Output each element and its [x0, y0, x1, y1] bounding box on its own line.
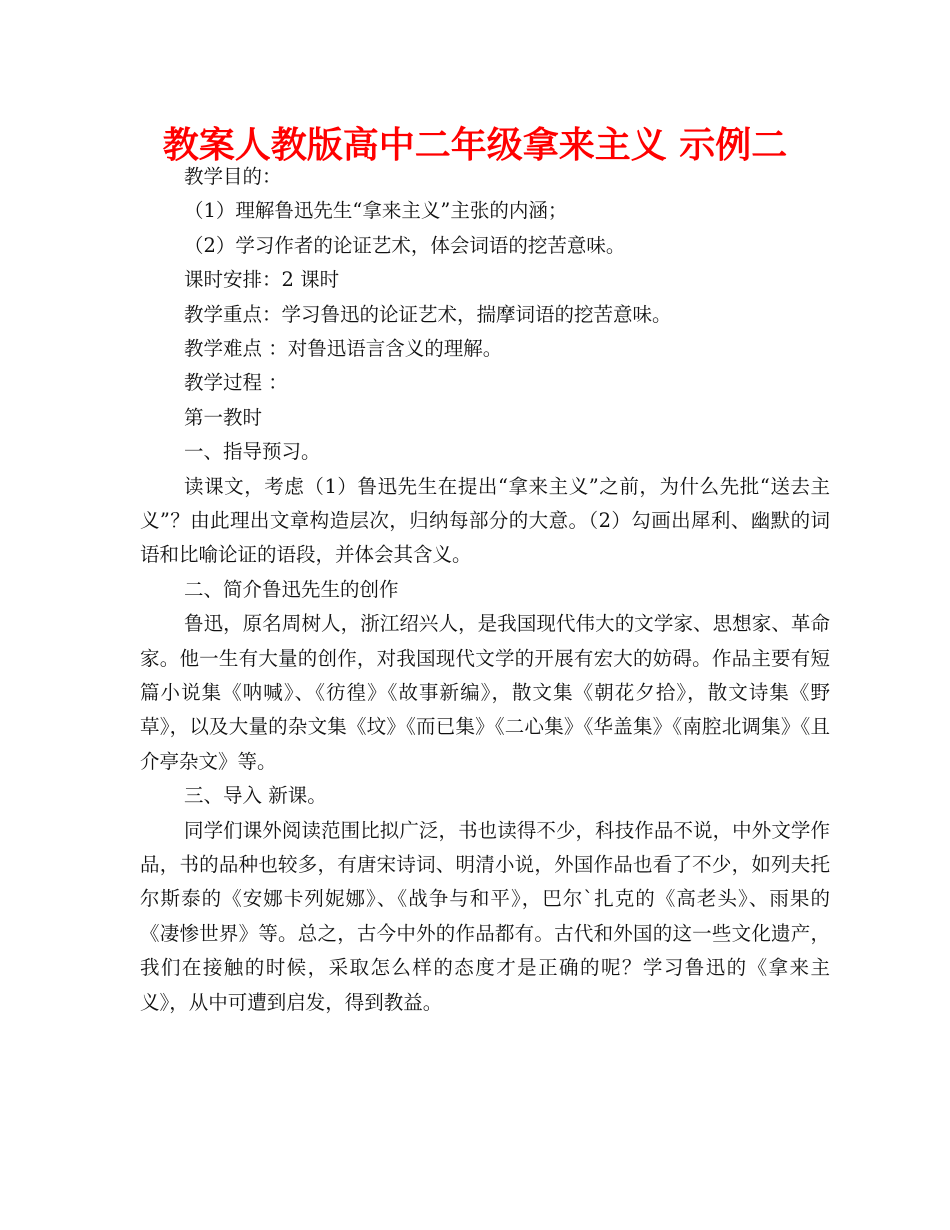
section-3-heading: 三、导入 新课。 — [184, 784, 327, 808]
introduction-paragraph: 同学们课外阅读范围比拟广泛，书也读得不少，科技作品不说，中外文学作品，书的品种也较多，有唐宋诗词、明清小说，外国作品也看了不少，如列夫托尔斯泰的《安娜卡列妮娜》、《战争与和平》，巴尔`扎克的《高老头》、雨果的《凄惨世界》等。总之，古今中外的作品都有。古代和外国的这一些文化遗产，我们在接触的时候，采取怎么样的态度才是正确的呢？学习鲁迅的《拿来主义》，从中可遭到启发，得到教益。 — [140, 818, 830, 1014]
objective-1: （1）理解鲁迅先生“拿来主义”主张的内涵； — [184, 199, 568, 223]
teaching-difficulty: 教学难点 ：对鲁迅语言含义的理解。 — [184, 336, 503, 360]
section-1-heading: 一、指导预习。 — [184, 440, 321, 464]
preview-paragraph: 读课文，考虑（1）鲁迅先生在提出“拿来主义”之前，为什么先批“送去主义”？由此理出文章构造层次，归纳每部分的大意。（2）勾画出犀利、幽默的词语和比喻论证的语段，并体会其含义。 — [140, 474, 830, 567]
lu-xun-bio-paragraph: 鲁迅，原名周树人，浙江绍兴人，是我国现代伟大的文学家、思想家、革命家。他一生有大量的创作，对我国现代文学的开展有宏大的妨碍。作品主要有短篇小说集《呐喊》、《彷徨》《故事新编》，散文集《朝花夕拾》，散文诗集《野草》，以及大量的杂文集《坟》《而已集》《二心集》《华盖集》《南腔北调集》《且介亭杂文》等。 — [140, 612, 830, 773]
objective-2: （2）学习作者的论证艺术，体会词语的挖苦意味。 — [184, 233, 626, 257]
teaching-focus: 教学重点：学习鲁迅的论证艺术，揣摩词语的挖苦意味。 — [184, 302, 672, 326]
document-body — [140, 160, 830, 1020]
teaching-process-label: 教学过程 ： — [184, 371, 288, 395]
teaching-objectives-label: 教学目的： — [184, 165, 282, 188]
document-title: 教案人教版高中二年级拿来主义 示例二 — [162, 125, 788, 166]
first-lesson-heading: 第一教时 — [184, 405, 263, 429]
section-2-heading: 二、简介鲁迅先生的创作 — [184, 577, 399, 601]
class-hours: 课时安排：2 课时 — [184, 268, 340, 292]
